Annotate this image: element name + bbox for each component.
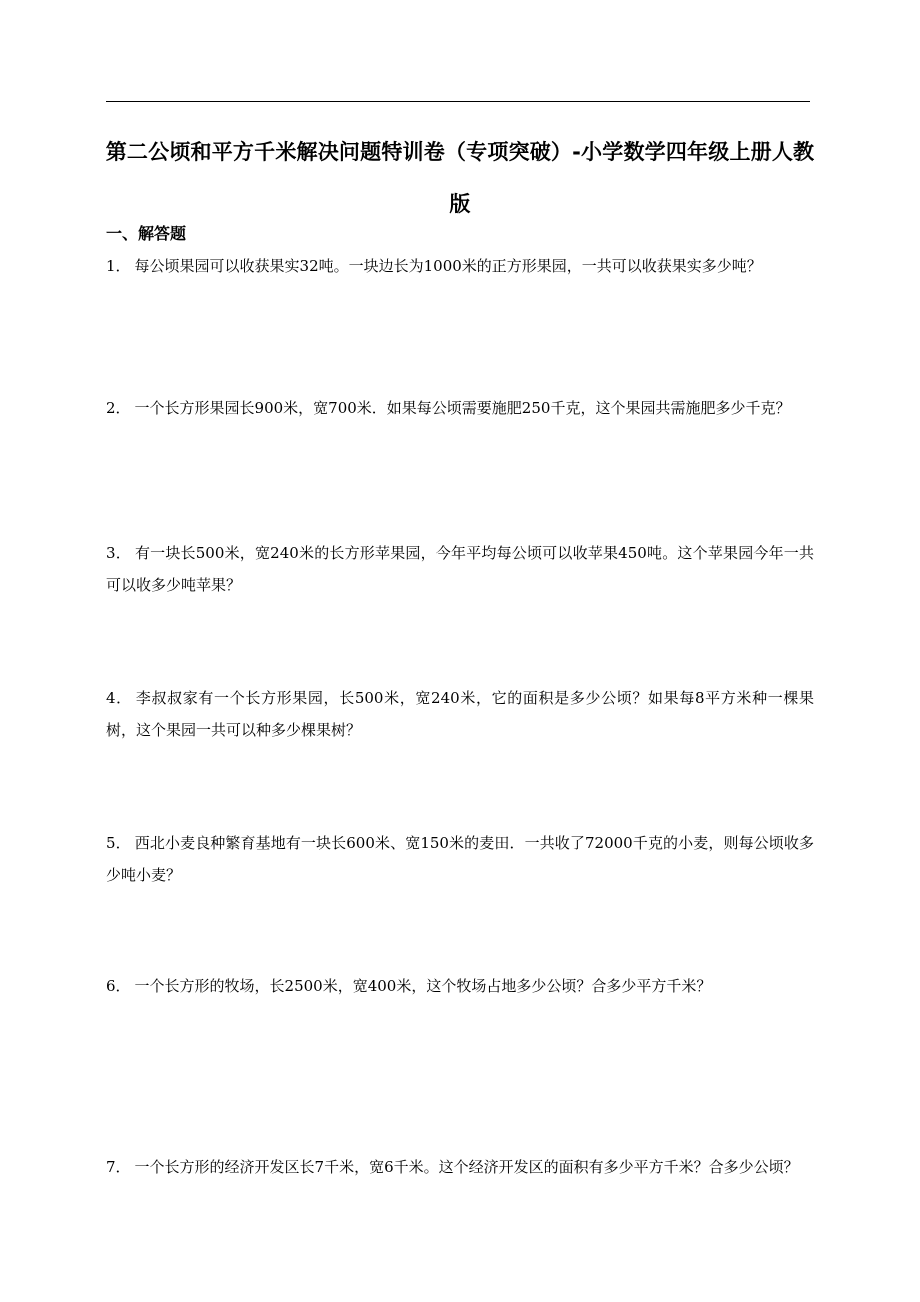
question-3 xyxy=(106,537,814,601)
question-text: 一个长方形的经济开发区长7千米，宽6千米。这个经济开发区的面积有多少平方千米？合多少公顷？ xyxy=(134,1158,799,1176)
question-6 xyxy=(106,970,814,1002)
question-number: 4． xyxy=(106,689,132,707)
question-number: 2． xyxy=(106,399,131,417)
question-2 xyxy=(106,392,814,424)
question-text: 一个长方形的牧场，长2500米，宽400米，这个牧场占地多少公顷？合多少平方千米？ xyxy=(134,977,712,995)
question-number: 5． xyxy=(106,834,131,852)
question-text: 有一块长500米，宽240米的长方形苹果园，今年平均每公顷可以收苹果450吨。这个苹果园今年一共可以收多少吨苹果？ xyxy=(106,544,814,594)
question-4 xyxy=(106,682,814,746)
question-text: 一个长方形果园长900米，宽700米．如果每公顷需要施肥250千克，这个果园共需施肥多少千克？ xyxy=(134,399,791,417)
question-7 xyxy=(106,1151,814,1183)
section-heading: 一、解答题 xyxy=(106,224,187,243)
question-text: 西北小麦良种繁育基地有一块长600米、宽150米的麦田．一共收了72000千克的小麦，则每公顷收多少吨小麦？ xyxy=(106,834,815,884)
question-5 xyxy=(106,827,814,891)
question-number: 7． xyxy=(106,1158,131,1176)
document-title: 第二公顷和平方千米解决问题特训卷（专项突破）-小学数学四年级上册人教版 xyxy=(105,140,815,216)
question-number: 1． xyxy=(106,257,131,275)
question-text: 每公顷果园可以收获果实32吨。一块边长为1000米的正方形果园，一共可以收获果实多少吨？ xyxy=(134,257,762,275)
question-text: 李叔叔家有一个长方形果园，长500米，宽240米，它的面积是多少公顷？如果每8平方米种一棵果树，这个果园一共可以种多少棵果树？ xyxy=(106,689,815,739)
question-1 xyxy=(106,250,814,282)
top-rule xyxy=(106,101,810,102)
question-number: 3． xyxy=(106,544,131,562)
question-number: 6． xyxy=(106,977,131,995)
